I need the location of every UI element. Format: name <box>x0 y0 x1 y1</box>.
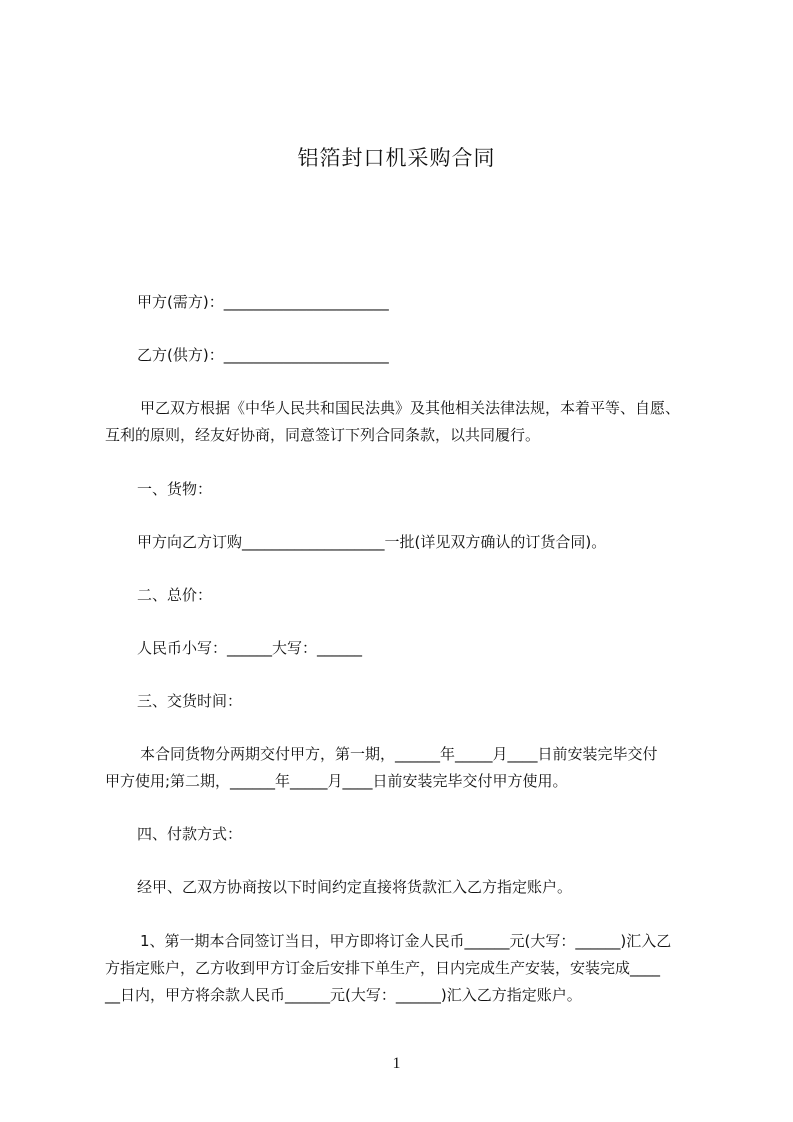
section-4-intro: 经甲、乙双方协商按以下时间约定直接将货款汇入乙方指定账户。 <box>137 878 573 896</box>
section-2-heading: 二、总价： <box>137 586 213 604</box>
page-number: 1 <box>392 1055 401 1072</box>
preamble-line-1: 甲乙双方根据《中华人民共和国民法典》及其他相关法律法规，本着平等、自愿、 <box>140 399 681 417</box>
section-3-text-line-1: 本合同货物分两期交付甲方，第一期，______年_____月____日前安装完毕交付 <box>140 745 658 763</box>
preamble-line-2: 互利的原则，经友好协商，同意签订下列合同条款，以共同履行。 <box>105 426 541 444</box>
party-a-line: 甲方(需方)：______________________ <box>137 293 389 311</box>
section-4-item-1-line-3: __日内，甲方将余款人民币______元(大写：______)汇入乙方指定账户。 <box>105 986 582 1004</box>
section-3-heading: 三、交货时间： <box>137 692 243 710</box>
section-3-text-line-2: 甲方使用;第二期，______年_____月____日前安装完毕交付甲方使用。 <box>105 772 568 790</box>
section-4-heading: 四、付款方式： <box>137 825 243 843</box>
document-title: 铝箔封口机采购合同 <box>297 146 496 170</box>
section-1-heading: 一、货物： <box>137 480 213 498</box>
section-4-item-1-line-2: 方指定账户，乙方收到甲方订金后安排下单生产，日内完成生产安装，安装完成____ <box>105 959 661 977</box>
party-b-line: 乙方(供方)：______________________ <box>137 346 389 364</box>
section-1-text: 甲方向乙方订购___________________一批(详见双方确认的订货合同)。 <box>137 533 607 551</box>
section-4-item-1-line-1: 1、第一期本合同签订当日，甲方即将订金人民币______元(大写：______)汇入乙 <box>140 932 672 950</box>
section-2-text: 人民币小写：______大写：______ <box>137 639 363 657</box>
